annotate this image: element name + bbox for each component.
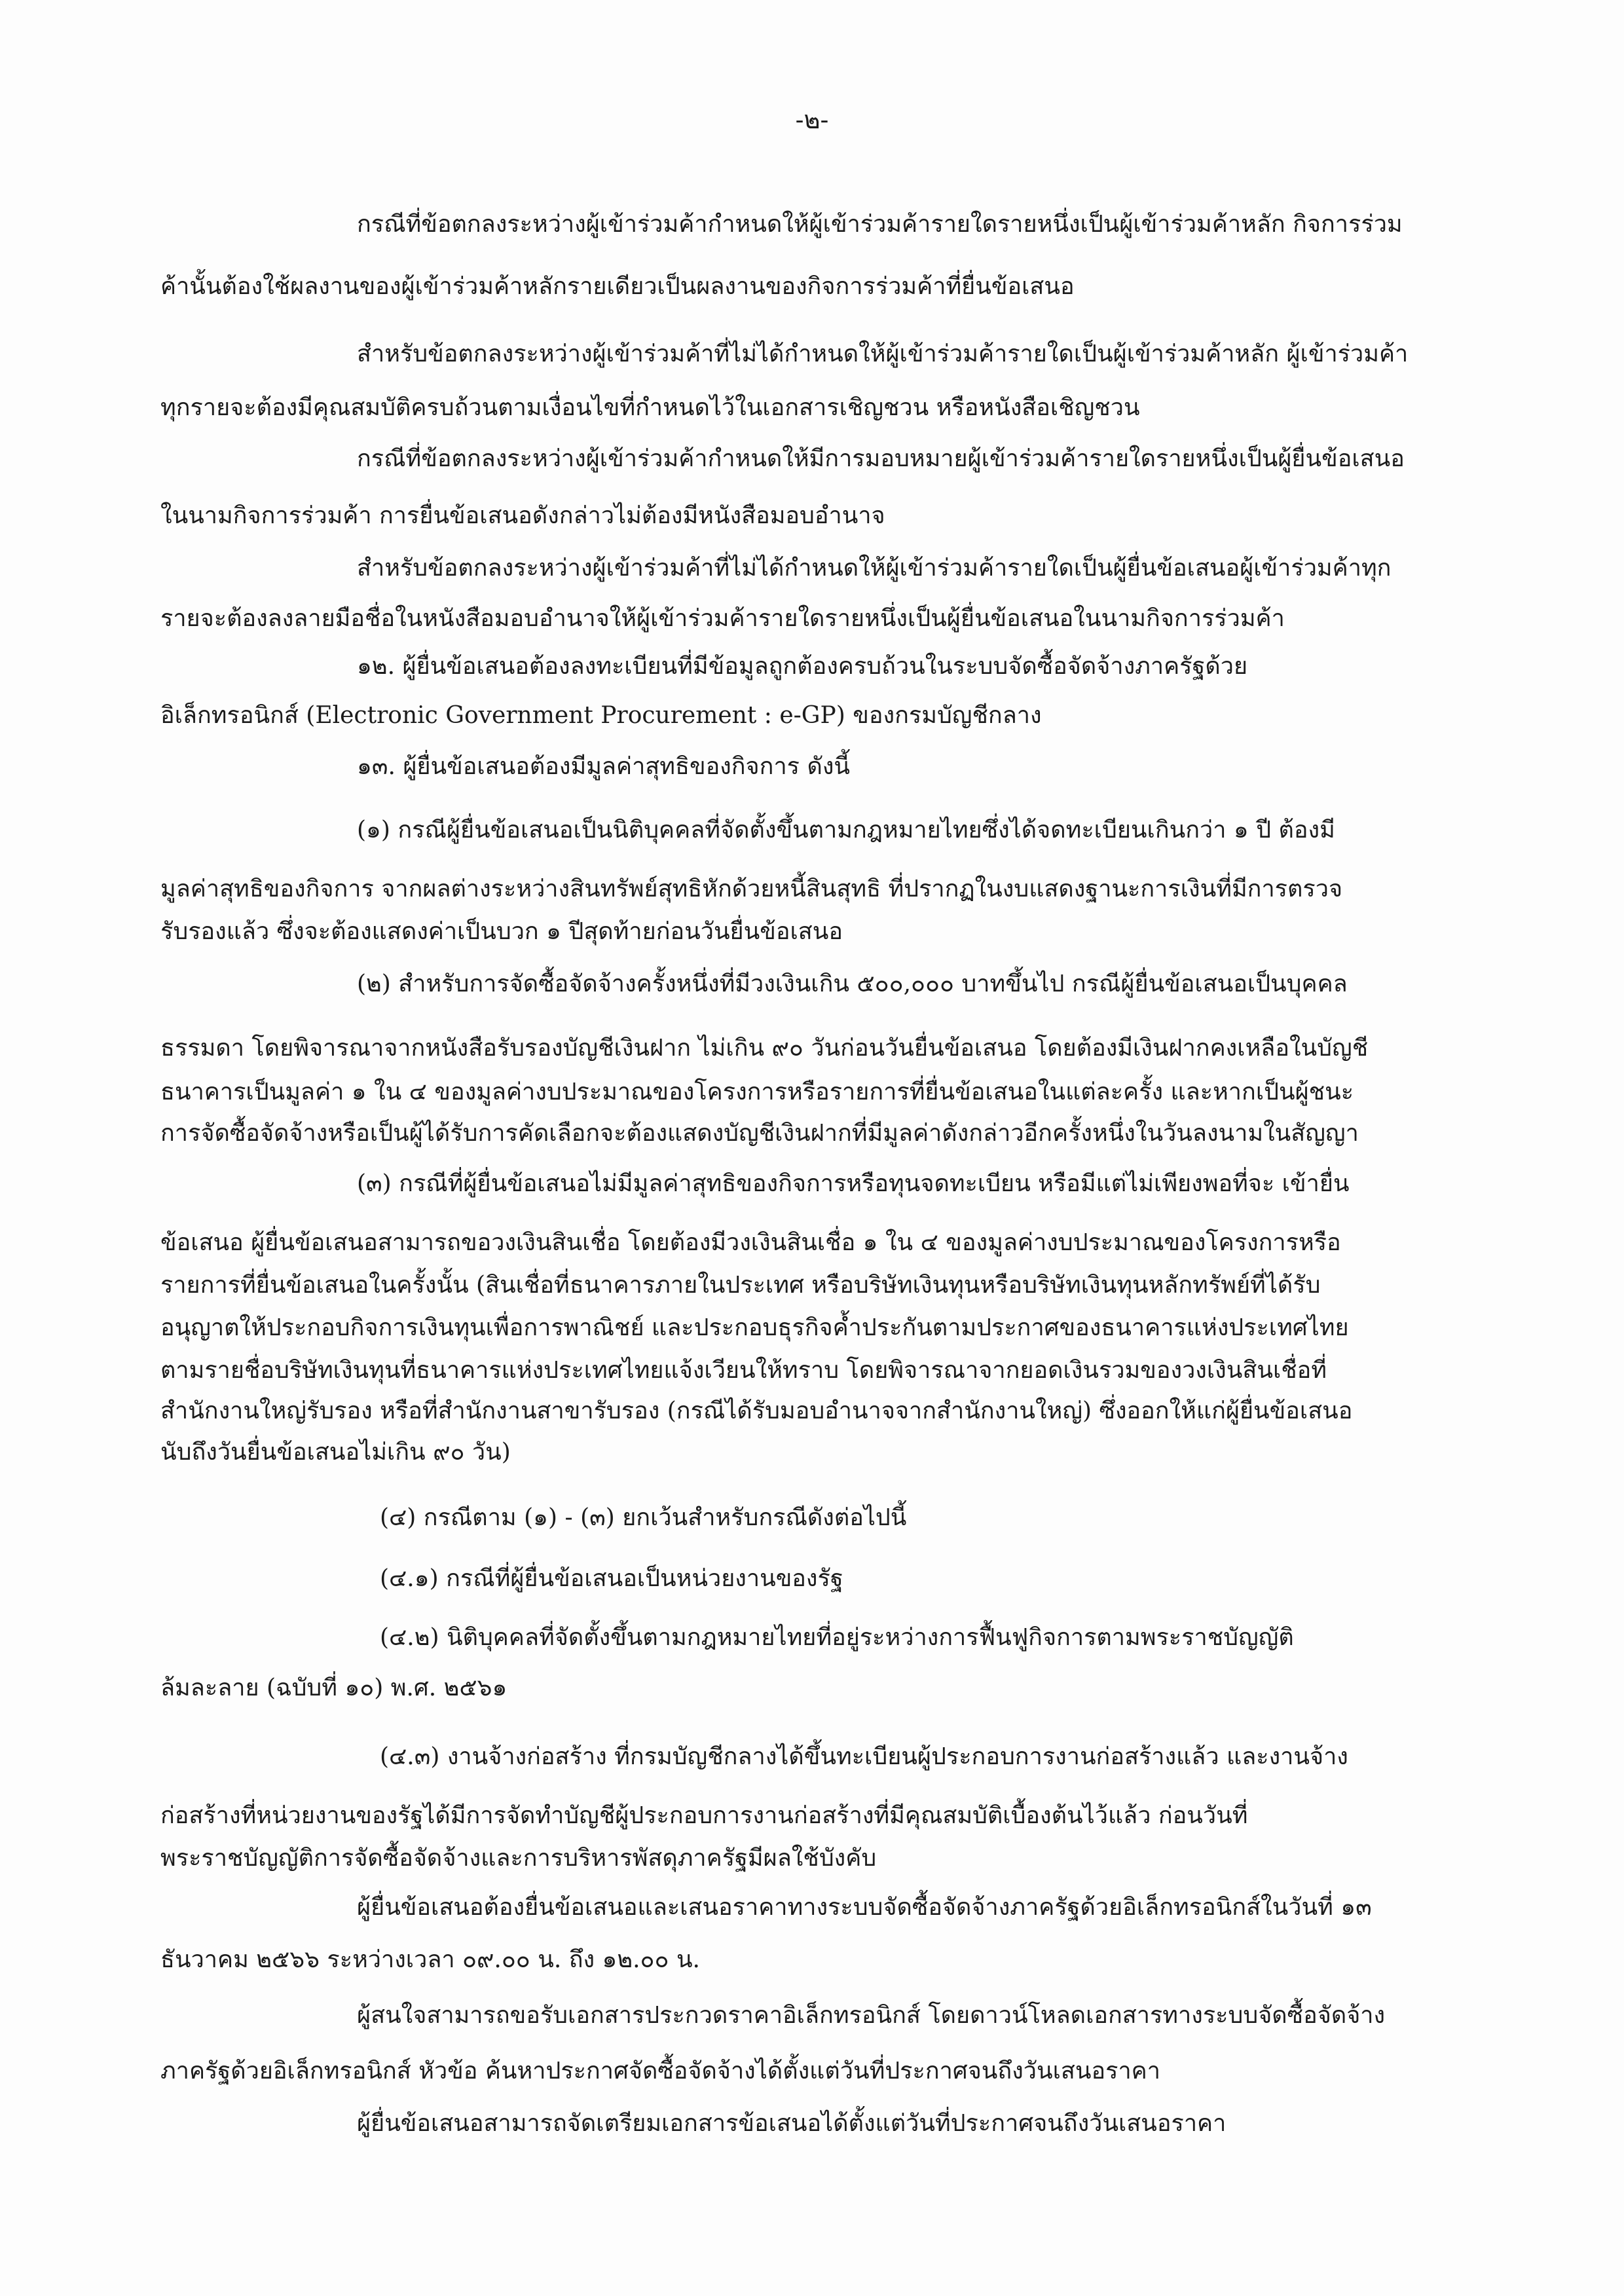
text-line: รับรองแล้ว ซึ่งจะต้องแสดงค่าเป็นบวก ๑ ปีสุดท้ายก่อนวันยื่นข้อเสนอ (160, 918, 843, 945)
text-line: (๔.๒) นิติบุคคลที่จัดตั้งขึ้นตามกฎหมายไทยที่อยู่ระหว่างการฟื้นฟูกิจการตามพระราชบัญญัติ (380, 1624, 1294, 1651)
text-line: ธรรมดา โดยพิจารณาจากหนังสือรับรองบัญชีเงินฝาก ไม่เกิน ๙๐ วันก่อนวันยื่นข้อเสนอ โดยต้องมีเงินฝากคงเหลือในบัญชี (160, 1035, 1369, 1062)
text-line: ผู้สนใจสามารถขอรับเอกสารประกวดราคาอิเล็กทรอนิกส์ โดยดาวน์โหลดเอกสารทางระบบจัดซื้อจัดจ้าง (357, 2002, 1386, 2029)
text-line: (๒) สำหรับการจัดซื้อจัดจ้างครั้งหนึ่งที่มีวงเงินเกิน ๕๐๐,๐๐๐ บาทขึ้นไป กรณีผู้ยื่นข้อเสนอเป็นบุคคล (357, 971, 1348, 997)
text-line: ผู้ยื่นข้อเสนอต้องยื่นข้อเสนอและเสนอราคาทางระบบจัดซื้อจัดจ้างภาครัฐด้วยอิเล็กทรอนิกส์ในวันที่ ๑๓ (357, 1894, 1372, 1921)
text-line: นับถึงวันยื่นข้อเสนอไม่เกิน ๙๐ วัน) (160, 1439, 511, 1466)
text-line: มูลค่าสุทธิของกิจการ จากผลต่างระหว่างสินทรัพย์สุทธิหักด้วยหนี้สินสุทธิ ที่ปรากฏในงบแสดงฐานะการเงินที่มีการตรวจ (160, 876, 1343, 902)
text-line: สำหรับข้อตกลงระหว่างผู้เข้าร่วมค้าที่ไม่ได้กำหนดให้ผู้เข้าร่วมค้ารายใดเป็นผู้ยื่นข้อเสนอผู้เข้าร่วมค้าทุก (357, 555, 1392, 582)
text-line: ทุกรายจะต้องมีคุณสมบัติครบถ้วนตามเงื่อนไขที่กำหนดไว้ในเอกสารเชิญชวน หรือหนังสือเชิญชวน (160, 394, 1140, 421)
text-line: ๑๓. ผู้ยื่นข้อเสนอต้องมีมูลค่าสุทธิของกิจการ ดังนี้ (357, 753, 851, 780)
text-line: สำนักงานใหญ่รับรอง หรือที่สำนักงานสาขารับรอง (กรณีได้รับมอบอำนาจจากสำนักงานใหญ่) ซึ่งออกให้แก่ผู้ยื่นข้อเสนอ (160, 1398, 1353, 1424)
text-line: กรณีที่ข้อตกลงระหว่างผู้เข้าร่วมค้ากำหนดให้มีการมอบหมายผู้เข้าร่วมค้ารายใดรายหนึ่งเป็นผู้ยื่นข้อเสนอ (357, 445, 1405, 472)
text-line: (๔) กรณีตาม (๑) - (๓) ยกเว้นสำหรับกรณีดังต่อไปนี้ (380, 1504, 907, 1531)
text-line: กรณีที่ข้อตกลงระหว่างผู้เข้าร่วมค้ากำหนดให้ผู้เข้าร่วมค้ารายใดรายหนึ่งเป็นผู้เข้าร่วมค้าหลัก กิจการร่วม (357, 211, 1403, 238)
text-line: (๓) กรณีที่ผู้ยื่นข้อเสนอไม่มีมูลค่าสุทธิของกิจการหรือทุนจดทะเบียน หรือมีแต่ไม่เพียงพอที่จะ เข้ายื่น (357, 1170, 1350, 1197)
text-line: ธนาคารเป็นมูลค่า ๑ ใน ๔ ของมูลค่างบประมาณของโครงการหรือรายการที่ยื่นข้อเสนอในแต่ละครั้ง และหากเป็นผู้ชนะ (160, 1079, 1354, 1105)
text-line: การจัดซื้อจัดจ้างหรือเป็นผู้ได้รับการคัดเลือกจะต้องแสดงบัญชีเงินฝากที่มีมูลค่าดังกล่าวอีกครั้งหนึ่งในวันลงนามในสัญญา (160, 1120, 1359, 1147)
text-line: ค้านั้นต้องใช้ผลงานของผู้เข้าร่วมค้าหลักรายเดียวเป็นผลงานของกิจการร่วมค้าที่ยื่นข้อเสนอ (160, 273, 1075, 300)
text-line: ข้อเสนอ ผู้ยื่นข้อเสนอสามารถขอวงเงินสินเชื่อ โดยต้องมีวงเงินสินเชื่อ ๑ ใน ๔ ของมูลค่างบประมาณของโครงการหรือ (160, 1229, 1341, 1256)
text-line: ล้มละลาย (ฉบับที่ ๑๐) พ.ศ. ๒๕๖๑ (160, 1675, 507, 1701)
text-line: ผู้ยื่นข้อเสนอสามารถจัดเตรียมเอกสารข้อเสนอได้ตั้งแต่วันที่ประกาศจนถึงวันเสนอราคา (357, 2110, 1227, 2137)
text-line: สำหรับข้อตกลงระหว่างผู้เข้าร่วมค้าที่ไม่ได้กำหนดให้ผู้เข้าร่วมค้ารายใดเป็นผู้เข้าร่วมค้าหลัก ผู้เข้าร่วมค้า (357, 341, 1409, 367)
text-line: ธันวาคม ๒๕๖๖ ระหว่างเวลา ๐๙.๐๐ น. ถึง ๑๒.๐๐ น. (160, 1946, 700, 1973)
text-line: รายจะต้องลงลายมือชื่อในหนังสือมอบอำนาจให้ผู้เข้าร่วมค้ารายใดรายหนึ่งเป็นผู้ยื่นข้อเสนอในนามกิจการร่วมค้า (160, 605, 1285, 632)
text-line: รายการที่ยื่นข้อเสนอในครั้งนั้น (สินเชื่อที่ธนาคารภายในประเทศ หรือบริษัทเงินทุนหรือบริษัทเงินทุนหลักทรัพย์ที่ได้รับ (160, 1272, 1321, 1299)
text-line: ในนามกิจการร่วมค้า การยื่นข้อเสนอดังกล่าวไม่ต้องมีหนังสือมอบอำนาจ (160, 502, 885, 529)
text-line: ๑๒. ผู้ยื่นข้อเสนอต้องลงทะเบียนที่มีข้อมูลถูกต้องครบถ้วนในระบบจัดซื้อจัดจ้างภาครัฐด้วย (357, 653, 1248, 680)
text-line: ตามรายชื่อบริษัทเงินทุนที่ธนาคารแห่งประเทศไทยแจ้งเวียนให้ทราบ โดยพิจารณาจากยอดเงินรวมของวงเงินสินเชื่อที่ (160, 1357, 1327, 1384)
text-line: (๔.๑) กรณีที่ผู้ยื่นข้อเสนอเป็นหน่วยงานของรัฐ (380, 1565, 843, 1592)
text-line: (๔.๓) งานจ้างก่อสร้าง ที่กรมบัญชีกลางได้ขึ้นทะเบียนผู้ประกอบการงานก่อสร้างแล้ว และงานจ้าง (380, 1743, 1348, 1770)
text-line: อนุญาตให้ประกอบกิจการเงินทุนเพื่อการพาณิชย์ และประกอบธุรกิจค้ำประกันตามประกาศของธนาคารแห่งประเทศไทย (160, 1314, 1349, 1341)
text-line: พระราชบัญญัติการจัดซื้อจัดจ้างและการบริหารพัสดุภาครัฐมีผลใช้บังคับ (160, 1845, 877, 1872)
text-line: (๑) กรณีผู้ยื่นข้อเสนอเป็นนิติบุคคลที่จัดตั้งขึ้นตามกฎหมายไทยซึ่งได้จดทะเบียนเกินกว่า ๑ ปี ต้องมี (357, 817, 1335, 843)
text-line: ก่อสร้างที่หน่วยงานของรัฐได้มีการจัดทำบัญชีผู้ประกอบการงานก่อสร้างที่มีคุณสมบัติเบื้องต้นไว้แล้ว ก่อนวันที่ (160, 1802, 1248, 1829)
text-line: ภาครัฐด้วยอิเล็กทรอนิกส์ หัวข้อ ค้นหาประกาศจัดซื้อจัดจ้างได้ตั้งแต่วันที่ประกาศจนถึงวันเสนอราคา (160, 2058, 1160, 2084)
text-line: อิเล็กทรอนิกส์ (Electronic Government Procurement : e-GP) ของกรมบัญชีกลาง (160, 702, 1042, 729)
page-number: -๒- (795, 105, 829, 134)
